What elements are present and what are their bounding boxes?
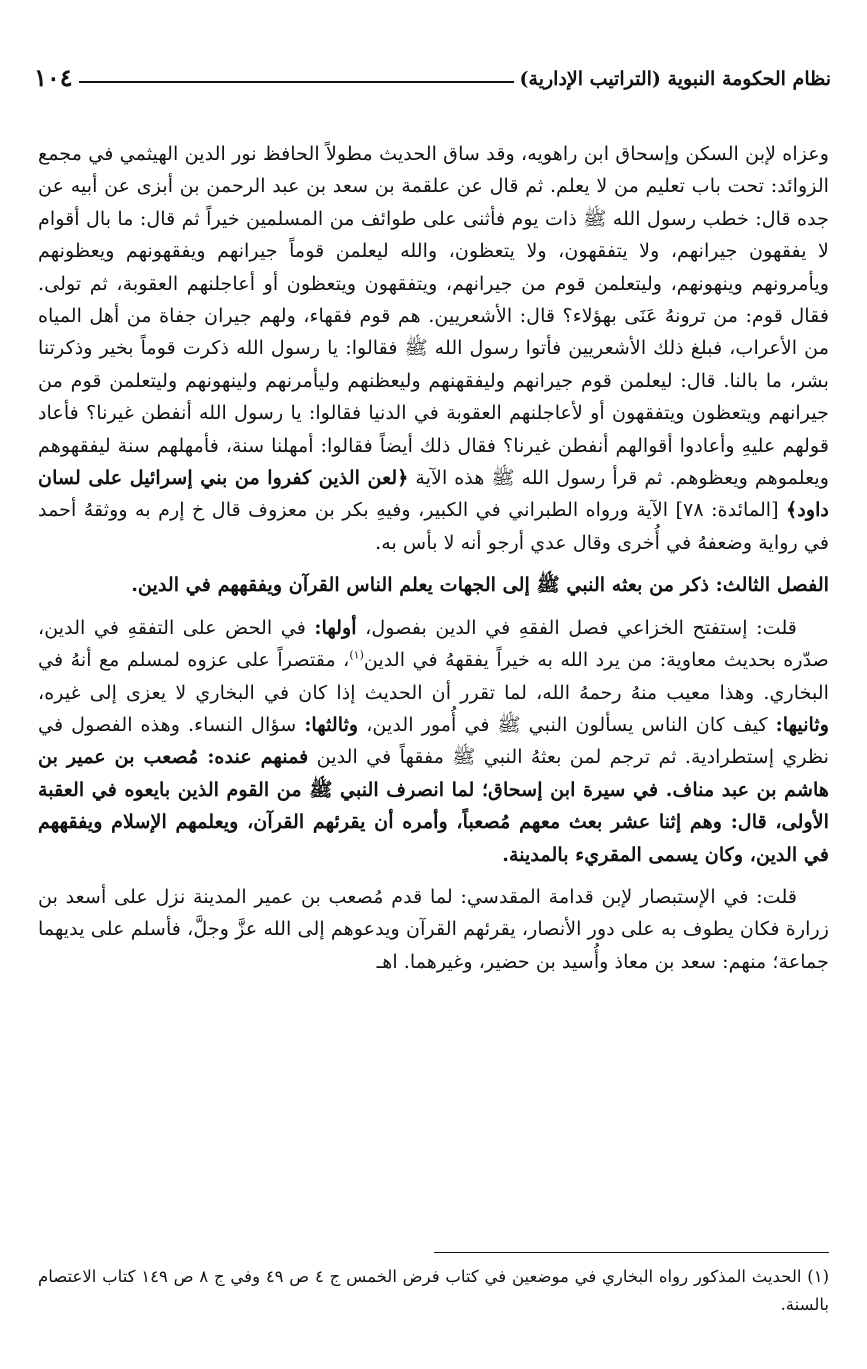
paragraph-2-bold-passage: فمنهم عنده: مُصعب بن عمير بن هاشم بن عبد مناف. في سيرة ابن إسحاق؛ لما انصرف النبي ﷺ من القوم الذين بايعوه في العقبة الأولى، قال: وهم إثنا عشر بعث معهم مُصعباً، وأمره أن يقرئهم القرآن، ويعلمهم الإسلام ويفقههم في الدين، وكان يسمى المقريء بالمدينة.: [38, 745, 829, 866]
paragraph-1-text: وعزاه لإبن السكن وإسحاق ابن راهويه، وقد ساق الحديث مطولاً الحافظ نور الدين الهيثمي في مجمع الزوائد: تحت باب تعليم من لا يعلم. ثم قال عن علقمة بن سعد بن عبد الرحمن بن أبزى عن أبيه عن جده قال: خطب رسول الله ﷺ ذات يوم فأثنى على طوائف من المسلمين خيراً ثم قال: ما بال أقوام لا يفقهون جيرانهم، ولا يتفقهون، ولا يتعظون، والله ليعلمن قوماً جيرانهم ويفقهونهم ويعظونهم ويأمرونهم وينهونهم، وليتعلمن قوم من جيرانهم، ويتفقهون ويتعظون أو أعاجلنهم العقوبة، ثم تولى. فقال قوم: من ترونهُ عَنَى بهؤلاء؟ قال: الأشعريين. هم قوم فقهاء، ولهم جيران جفاة من أهل المياه من الأعراب، فبلغ ذلك الأشعريين فأتوا رسول الله ﷺ فقالوا: يا رسول الله ذكرت قوماً بخير وذكرتنا بشر، ما بالنا. قال: ليعلمن قوم جيرانهم وليفقهنهم وليعظنهم وليأمرنهم ولينهونهم وليتعلمن قوم من جيرانهم ويتعظون ويتفقهون أو لأعاجلنهم العقوبة في الدنيا فقالوا: يا رسول الله أنفطن غيرنا؟ فأعاد قولهم عليهِ وأعادوا أقوالهم أنفطن غيرنا؟ فقال ذلك أيضاً فقالوا: أمهلنا سنة، فأمهلهم سنة ليفقهوهم ويعلموهم ويعظوهم. ثم قرأ رسول الله ﷺ هذه الآية: [38, 142, 829, 490]
paragraph-2-intro: قلت: إستفتح الخزاعي فصل الفقهِ في الدين بفصول،: [365, 615, 797, 639]
chapter-heading: الفصل الثالث: ذكر من بعثه النبي ﷺ إلى الجهات يعلم الناس القرآن ويفقههم في الدين.: [131, 573, 829, 597]
page-number: ١٠٤: [34, 63, 73, 92]
quran-verse: ﴿لعن الذين كفروا من بني إسرائيل على لسان داود﴾: [38, 466, 829, 522]
paragraph-2-second-text: كيف كان الناس يسألون النبي ﷺ في أُمور الدين،: [366, 712, 768, 736]
paragraph-2: [38, 612, 829, 871]
paragraph-gap: [38, 602, 829, 612]
paragraph-2-third-text: سؤال النساء. وهذه الفصول في نظري إستطرادية. ثم ترجم لمن بعثهُ النبي ﷺ مفقهاً في الدين: [38, 712, 830, 769]
main-text: [38, 138, 829, 978]
label-first: أولها:: [314, 615, 357, 639]
paragraph-1-citation: [المائدة: ٧٨] الآية ورواه الطبراني في الكبير، وفيهِ بكر بن معزوف قال خ إرم به ووثقهُ أحمد في رواية وضعفهُ في أُخرى وقال عدي أرجو أنه لا بأس به.: [38, 498, 829, 554]
paragraph-gap: [38, 871, 829, 881]
footnote-marker[interactable]: (١): [349, 648, 364, 662]
running-title: نظام الحكومة النبوية (التراتيب الإدارية): [519, 68, 831, 90]
running-header: [34, 58, 831, 92]
paragraph-1: [38, 138, 829, 559]
header-rule: [79, 81, 514, 83]
paragraph-2-first-text: في الحض على التفقهِ في الدين، صدّره بحديث معاوية: من يرد الله به خيراً يفقههُ في الدين: [38, 615, 829, 672]
label-second: وثانيها:: [775, 712, 829, 736]
label-third: وثالثها:: [304, 712, 359, 736]
paragraph-gap: [38, 559, 829, 569]
paragraph-2-remark: ، مقتصراً على عزوه لمسلم مع أنهُ في البخاري. وهذا معيب منهُ رحمهُ الله، لما تقرر أن الحديث إذا كان في البخاري لا يعزى إلى غيره،: [38, 648, 829, 704]
footnote-separator: [434, 1252, 829, 1253]
footnote-1: (١) الحديث المذكور رواه البخاري في موضعين في كتاب فرض الخمس ج ٤ ص ٤٩ وفي ج ٨ ص ١٤٩ كتاب الاعتصام بالسنة.: [38, 1267, 829, 1314]
footnotes: [38, 1263, 829, 1319]
paragraph-3: قلت: في الإستبصار لإبن قدامة المقدسي: لما قدم مُصعب بن عمير المدينة نزل على أسعد بن زرارة فكان يطوف به على دور الأنصار، يقرئهم القرآن ويدعوهم إلى الله عزَّ وجلَّ، فأسلم على يديهما جماعة؛ منهم: سعد بن معاذ وأُسيد بن حضير، وغيرهما. اهـ: [38, 884, 829, 973]
